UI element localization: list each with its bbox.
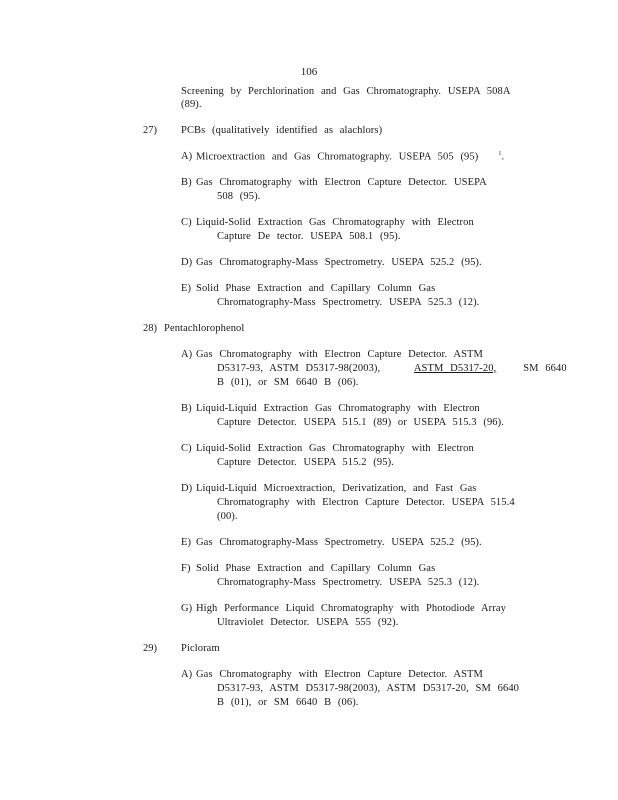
list-item-text: B (01), or SM 6640 B (06).: [217, 697, 359, 708]
page-number: 106: [300, 66, 318, 78]
list-item-letter: D): [181, 257, 193, 268]
continuation-line-1: Screening by Perchlorination and Gas Chromatography. USEPA 508A: [181, 86, 511, 97]
list-item-text: Capture Detector. USEPA 515.2 (95).: [217, 457, 394, 468]
list-item-text: High Performance Liquid Chromatography with Photodiode Array: [196, 603, 506, 614]
list-item-text: B (01), or SM 6640 B (06).: [217, 377, 359, 388]
list-item-text: Liquid-Liquid Microextraction, Derivatization, and Fast Gas: [196, 483, 477, 494]
list-item-letter: B): [181, 403, 192, 414]
footnote-marker: 1: [498, 151, 502, 157]
section-title: PCBs (qualitatively identified as alachlors): [181, 125, 383, 136]
list-item-letter: A): [181, 349, 193, 360]
list-item-text: D5317-93, ASTM D5317-98(2003), ASTM D5317-20, SM 6640: [217, 683, 520, 694]
list-item-letter: C): [181, 217, 192, 228]
list-item-text: Liquid-Solid Extraction Gas Chromatography with Electron: [196, 217, 474, 228]
list-item-text: Gas Chromatography with Electron Capture Detector. USEPA: [196, 177, 487, 188]
list-item-text: 508 (95).: [217, 191, 261, 202]
list-item-letter: B): [181, 177, 192, 188]
list-item-text: Solid Phase Extraction and Capillary Column Gas: [196, 563, 436, 574]
list-item-text: Chromatography with Electron Capture Detector. USEPA 515.4: [217, 497, 515, 508]
list-item-text: Liquid-Liquid Extraction Gas Chromatography with Electron: [196, 403, 480, 414]
list-item-letter: C): [181, 443, 192, 454]
section-number: 29): [143, 643, 157, 654]
list-item-text: Chromatography-Mass Spectrometry. USEPA 525.3 (12).: [217, 577, 480, 588]
continuation-line-2: (89).: [181, 99, 202, 110]
list-item-letter: E): [181, 283, 192, 294]
list-item-text: Liquid-Solid Extraction Gas Chromatography with Electron: [196, 443, 474, 454]
section-number: 27): [143, 125, 157, 136]
list-item-text: (00).: [217, 511, 238, 522]
section-number: 28): [143, 323, 157, 334]
list-item-text: Gas Chromatography-Mass Spectrometry. USEPA 525.2 (95).: [196, 537, 482, 548]
list-item-text: D5317-93, ASTM D5317-98(2003), ASTM D5317-20, SM 6640: [217, 363, 567, 374]
list-item-text: Capture Detector. USEPA 515.1 (89) or USEPA 515.3 (96).: [217, 417, 504, 428]
list-item-text: Gas Chromatography-Mass Spectrometry. USEPA 525.2 (95).: [196, 257, 482, 268]
amended-reference: ASTM D5317-20,: [413, 363, 497, 374]
list-item-letter: E): [181, 537, 192, 548]
list-item-letter: G): [181, 603, 193, 614]
list-item-text: Chromatography-Mass Spectrometry. USEPA 525.3 (12).: [217, 297, 480, 308]
list-item-text: Ultraviolet Detector. USEPA 555 (92).: [217, 617, 399, 628]
list-item-letter: A): [181, 151, 193, 162]
list-item-text: Microextraction and Gas Chromatography. USEPA 505 (95) $^1$.: [196, 151, 505, 163]
list-item-text: Gas Chromatography with Electron Capture Detector. ASTM: [196, 349, 483, 360]
list-item-letter: F): [181, 563, 191, 574]
section-title: Pentachlorophenol: [164, 323, 245, 334]
list-item-text: Gas Chromatography with Electron Capture Detector. ASTM: [196, 669, 483, 680]
section-title: Picloram: [181, 643, 220, 654]
list-item-text: Solid Phase Extraction and Capillary Column Gas: [196, 283, 436, 294]
list-item-text: Capture De tector. USEPA 508.1 (95).: [217, 231, 401, 242]
list-item-letter: A): [181, 669, 193, 680]
list-item-letter: D): [181, 483, 193, 494]
